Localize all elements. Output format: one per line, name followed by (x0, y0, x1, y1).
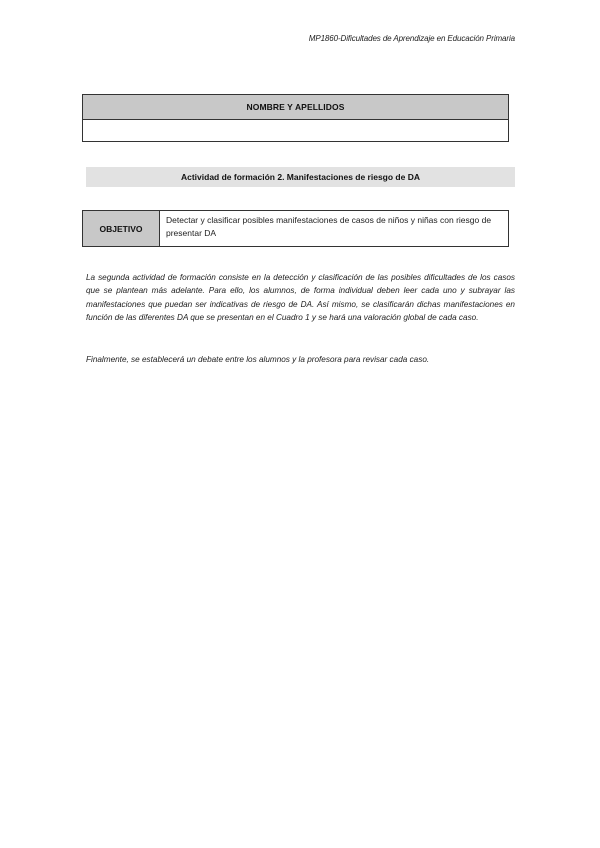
body-paragraph-2: Finalmente, se establecerá un debate entre los alumnos y la profesora para revisar cada caso. (86, 355, 430, 364)
running-header: MP1860-Dificultades de Aprendizaje en Educación Primaria (308, 34, 515, 43)
objective-label: OBJETIVO (83, 211, 160, 246)
activity-title: Actividad de formación 2. Manifestaciones de riesgo de DA (86, 167, 515, 187)
body-paragraph-1: La segunda actividad de formación consiste en la detección y clasificación de las posibles dificultades de los casos que se plantean más adelante. Para ello, los alumnos, de forma individual deben leer cada uno y subrayar las manifestaciones que puedan ser indicativas de riesgo de DA. Así mismo, se clasificarán dichas manifestaciones en función de las diferentes DA que se presentan en el Cuadro 1 y se hará una valoración global de cada caso. (86, 273, 515, 323)
name-field-label: NOMBRE Y APELLIDOS (83, 95, 508, 120)
name-field-box (82, 94, 509, 142)
objective-text: Detectar y clasificar posibles manifestaciones de casos de niños y niñas con riesgo de presentar DA (166, 215, 492, 238)
objective-table (82, 210, 509, 247)
name-field-value (83, 120, 508, 142)
